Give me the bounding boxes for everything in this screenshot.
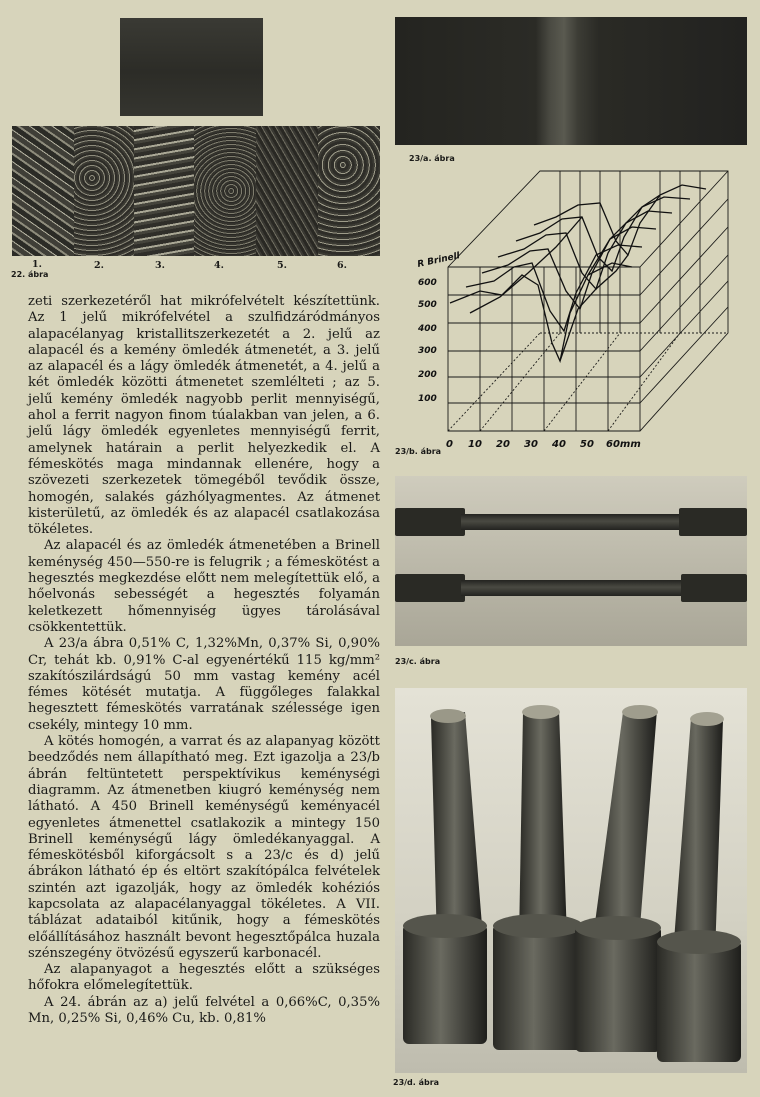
figure-23b-hardness-diagram [410,163,750,455]
paragraph-6: A 24. ábrán az a) jelű felvétel a 0,66%C, 0,35% Mn, 0,25% Si, 0,46% Cu, kb. 0,81% [28,994,380,1027]
micrograph-5 [256,126,318,256]
paragraph-4: A kötés homogén, a varrat és az alapanyag között beedződés nem állapítható meg. Ezt igazolja a 23/b ábrán feltüntetett perspektívikus keménységi diagramm. Az átmenetben kiugró keménység nem látható. A 450 Brinell keménységű keményacél egyenletes átmenettel csatlakozik a mintegy 150 Brinell keménységű lágy ömledékanyaggal. A fémeskötésből kiforgácsolt s a 23/c és d) jelű ábrákon látható ép és eltört szakítópálca felvételek szintén azt igazolják, hogy az ömledék kohéziós kapcsolata az alapacélanyaggal tökéletes. A VII. táblázat adataiból kitűnik, hogy a fémeskötés előállításához használt bevont hegesztőpálca huzala szénszegény ötvözésű egyszerű karbonacél. [28,734,380,961]
micrograph-label-5: 5. [277,260,287,271]
x-tick-0: 0 [446,439,453,450]
figure-22-caption: 22. ábra [11,270,49,279]
z-tick-500: 500 [418,300,437,310]
z-tick-400: 400 [418,324,437,334]
x-tick-10: 10 [468,439,482,450]
specimen-3 [575,705,661,1052]
x-tick-20: 20 [496,439,510,450]
tensile-bar-intact [395,502,747,542]
micrograph-label-3: 3. [155,260,165,271]
axis-label-brinell: R Brinell [416,251,461,270]
micrograph-4 [194,126,256,256]
figure-22-micrographs [12,126,382,260]
micrograph-label-2: 2. [94,260,104,271]
micrograph-2 [74,126,134,256]
x-tick-40: 40 [552,439,566,450]
z-tick-200: 200 [418,370,437,380]
figure-23c-caption: 23/c. ábra [395,657,441,666]
micrograph-3 [134,126,194,256]
micrograph-label-1: 1. [32,259,42,270]
x-tick-50: 50 [580,439,594,450]
paragraph-3: A 23/a ábra 0,51% C, 1,32%Mn, 0,37% Si, 0,90% Cr, tehát kb. 0,91% C-al egyenértékű 115 kg/mm² szakítószilárdságú 50 mm vastag kemény acél fémes kötését mutatja. A függőleges falakkal hegesztett fémeskötés varratának szélessége igen csekély, mintegy 10 mm. [28,636,380,733]
figure-23d-caption: 23/d. ábra [393,1078,440,1087]
z-tick-300: 300 [418,346,437,356]
figure-23a-photo [395,17,747,145]
figure-23a-caption: 23/a. ábra [409,154,455,163]
specimen-2 [493,705,583,1050]
micrograph-1 [12,126,74,256]
paragraph-5: Az alapanyagot a hegesztés előtt a szükséges hőfokra előmelegítettük. [28,962,380,994]
micrograph-label-4: 4. [214,260,224,271]
figure-23c-photo [395,476,747,646]
x-tick-30: 30 [524,439,538,450]
z-tick-100: 100 [418,394,437,404]
figure-23b-caption: 23/b. ábra [395,447,442,456]
paragraph-1: zeti szerkezetéről hat mikrófelvételt készítettünk. Az 1 jelű mikrófelvétel a szulfidzáródmányos alapacélanyag kristallitszerkezetét a 2. jelű az alapacél és a kemény ömledék átmenetét, a 3. jelű az alapacél és a lágy ömledék átmenetét, a 4. jelű a két ömledék közötti átmenetet szemlélteti ; az 5. jelű kemény ömledék nagyobb perlit mennyiségű, ahol a ferrit nagyon finom túalakban van jelen, a 6. jelű lágy ömledék egyenletes mennyiségű ferrit, amelynek határain a perlit helyezkedik el. A fémeskötés maga mindannak ellenére, hogy a szövezeti szerkezetek tömegéből tevődik össze, homogén, salakés gázhólyagmentes. Az átmenet kisterületű, az ömledék és az alapacél csatlakozása tökéletes. [28,294,380,538]
figure-22-macro-photo [120,18,263,116]
figure-23d-photo [395,688,747,1073]
specimen-1 [403,709,487,1044]
specimen-4 [657,712,741,1062]
x-tick-60mm: 60mm [606,439,641,450]
paragraph-2: Az alapacél és az ömledék átmenetében a Brinell keménység 450—550-re is felugrik ; a fémeskötést a hegesztés megkezdése előtt nem melegítettük elő, a hőelvonás sebességét a hegesztés folyamán keletkezett hőmennyiség ügyes tárolásával csökkentettük. [28,538,380,635]
body-text-column [28,294,380,1027]
micrograph-label-6: 6. [337,260,347,271]
micrograph-6 [318,126,380,256]
tensile-bar-broken [395,568,747,608]
z-tick-600: 600 [418,278,437,288]
